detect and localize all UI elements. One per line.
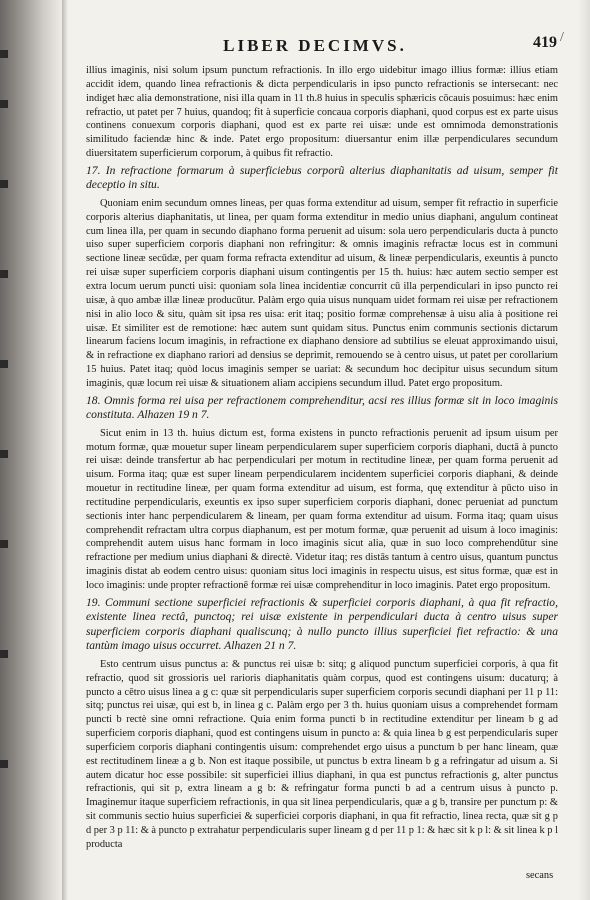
pen-mark: / [560, 30, 564, 45]
demonstration-19: Esto centrum uisus punctus a: & punctus rei uisæ b: sitq; g aliquod punctum superficiei corporis, à qua fit refractio, quod sit grossioris uel rarioris diaphanitatis quàm corpus, quod est contingens uisum: ducaturq; à puncto a cētro uisus linea a g c: quæ sit perpendicularis super superficiem corporis secundi diaphani per 11 p 11: sitq; punctus rei uisæ, qui est b, in linea g c. Palàm ergo per 3 th. huius quoniam uisus a comprehendet formam puncti b rectè sine omni refractione. Quia enim forma puncti b in rectitudine extenditur per lineam b g ad superficiem corporis diaphani, quod est contingens uisum in puncto a: & quia linea b g est perpendicularis super superficiem corporis diaphani contingentis uisum: comprehendet ergo uisus a punctum b per hanc lineam, quæ est rectitudinem lineæ a g b. Non est itaque possibile, ut punctus b extra lineam b g a refringatur ad uisum a. Si autem dicatur hoc esse possibile: sit superficiei illius diaphani, in qua est punctus refractionis g, alter punctus refractionis, qui sit p, extra lineam a g b: & refringatur forma puncti b ad a centrum uisus à puncto p. Imaginemur itaque superficiem refractionis, in qua sit linea perpendicularis, quæ a g b, transire per punctum p: & sit communis sectio huius superficiei & superficiei corporis diaphani, in qua fit refractio, linea recta, quæ sit g p d per 3 p 11: & à puncto p extrahatur perpendicularis super lineam g d per 11 p 1: & hæc sit k p l: & sit linea k p l producta [86, 658, 558, 850]
paragraph-continued: illius imaginis, nisi solum ipsum punctum refractionis. In illo ergo uidebitur imago illius formæ: illius etiam accidit idem, quando linea refractionis & dicta perpendicularis in ipso puncto refractionis se intersecant: nec indiget hæc alia demonstratione, nisi illa quam in 11 th.8 huius in speculis sphæricis cōcauis posuimus: hæc enim refractio, ut patet per 7 huius, quandoq; fit à superficie concaua corporis diaphani, quod corpus est ex parte uisus continens conuexum corporis diaphani, quod est ex parte rei uisæ: unde est omnimoda demonstrationis similitudo faciendæ hinc & inde. Patet ergo propositum: diuersantur enim illæ perpendiculares secundum diuersitatem superficierum corporum, à quibus fit refractio. [86, 65, 558, 160]
page-edge [62, 0, 68, 900]
facing-page-fragments [0, 40, 14, 840]
page-shadow [578, 0, 590, 900]
running-title: LIBER DECIMVS. [223, 36, 407, 55]
proposition-17: 17. In refractione formarum à superficiebus corporũ alterius diaphanitatis ad uisum, semper fit deceptio in situ. [86, 163, 558, 192]
catchword: secans [526, 870, 554, 881]
main-text-block [86, 64, 558, 854]
proposition-19: 19. Communi sectione superficiei refractionis & superficiei corporis diaphani, à qua fit refractio, existente linea rectâ, punctoq; rei uisæ existente in perpendiculari ducta à centro uisus super superficiem corporis diaphani qualiscunq; à nullo puncto illius superficiei fiet refractio: & una tantùm imago uisus occurret. Alhazen 21 n 7. [86, 595, 558, 653]
demonstration-18: Sicut enim in 13 th. huius dictum est, forma existens in puncto refractionis peruenit ad ipsum uisum per motum formæ, quæ mouetur super lineam perpendicularem super superficiem corporis diaphani, ductā à puncto rei uisæ: deinde transfertur ab hac perpendiculari per motum in rectitudine lineæ, per quam forma peruenit ad uisum. Forma itaq; quæ est super lineam perpendicularem incidentem superficiei corporis diaphani, & deinde mouetur in rectitudine lineæ, per quam forma extenditur ad uisum, est forma, quę extenditur à pūcto uiso in rectitudine perpendicularis, exeuntis ex ipso super superficiem corporis diaphani, donec perueniat ad punctum sectionis inter hanc perpendicularem & lineam, per quam forma extenditur ad uisum. Forma itaq; quam uisus comprehendit refractam ultra corpus diaphanum, est per motum formæ, quæ peruenit ad uisum à loco imaginis: comprehendit autem uisus hanc formam in loco imaginis sicut alia, quæ in suo loco comprehendūtur sine refractione per medium unius diaphani & directè. Videtur itaq; res distās tantum à centro uisus, quantum punctus imaginis distat ab eodem centro uisus: quoniam situs loci imaginis in respectu uisus, est situs formæ, quæ est in loco imaginis: unde propter refractionē formæ rei uisæ comprehenditur in loco imaginis. Patet ergo propositum. [86, 427, 558, 591]
demonstration-17: Quoniam enim secundum omnes lineas, per quas forma extenditur ad uisum, semper fit refractio in superficie corporis alterius diaphanitatis, ut linea, per quam forma extenditur in medio unius diaphani, angulum contineat cum linea illa, per quam in secundo diaphano forma peruenit ad uisum: sola uero perpendicularis ducta à puncto uiso super superficiem corporis diaphani non refringitur: & omnis imaginis refractæ locus est in communi sectione lineæ secūdæ, per quam forma refracta extenditur ad uisum, & lineæ perpendicularis, exeuntis à puncto rei uisæ super superficiem corporis diaphani uisum contingentis per 15 th. huius: hæc autem sectio semper est extra locum uerum puncti uisi: quoniam sola linea incidentiæ concurrit cū illa perpendiculari in ipso puncto rei uisæ, à quo ambæ illæ lineæ producūtur. Palàm ergo quia uisus nunquam uidet formam rei uisæ per refractionem nisi in alio loco & situ, quàm sit ipsa res uisa: erit itaq; positio formæ comprehensæ à uisu alia à positione rei uisæ. Et similiter est de remotione: hæc autem sunt quidam situs. Punctus enim communis sectionis dictarum linearum faciens locum imaginis, in refractione ex diaphano densiore ad subtilius se eleuat approximando uisui, & in refractione ex diaphano rariori ad densius se deprimit, remouendo se à centro uisus, ut patet per corollarium 15 huius. Patet itaq; quòd locus imaginis semper se uariat: & secundum hoc decipitur uisus secundum situm imaginis, quæ locum rei uisæ & situationem aliam accipiens secundum illud. Patet ergo propositum. [86, 197, 558, 389]
page-number: 419 [533, 34, 557, 51]
proposition-18: 18. Omnis forma rei uisa per refractionem comprehenditur, acsi res illius formæ sit in loco imaginis constituta. Alhazen 19 n 7. [86, 393, 558, 422]
binding-gutter [0, 0, 62, 900]
